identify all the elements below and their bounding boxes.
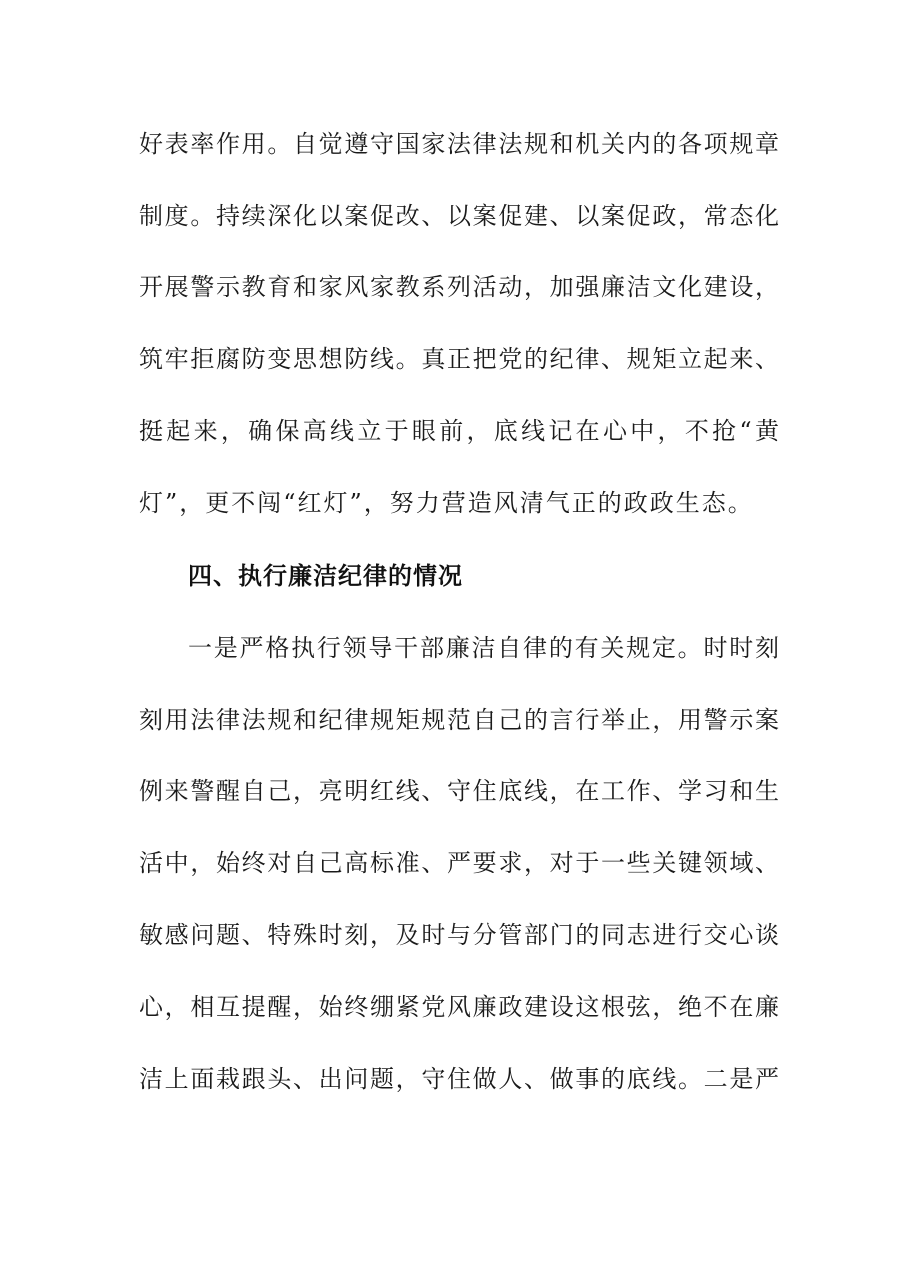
paragraph-2-line-1: 一是严格执行领导干部廉洁自律的有关规定。时时刻 bbox=[188, 634, 779, 662]
paragraph-1-line-6: 灯”，更不闯“红灯”，努力营造风清气正的政政生态。 bbox=[139, 489, 754, 517]
paragraph-1-line-2: 制度。持续深化以案促改、以案促建、以案促政，常态化 bbox=[139, 202, 779, 230]
section-heading: 四、执行廉洁纪律的情况 bbox=[188, 562, 463, 590]
paragraph-1-line-5: 挺起来，确保高线立于眼前，底线记在心中，不抢“黄 bbox=[139, 417, 779, 445]
paragraph-2-line-7: 洁上面栽跟头、出问题，守住做人、做事的底线。二是严 bbox=[139, 1065, 779, 1093]
paragraph-2-line-2: 刻用法律法规和纪律规矩规范自己的言行举止，用警示案 bbox=[139, 706, 779, 734]
paragraph-1-line-1: 好表率作用。自觉遵守国家法律法规和机关内的各项规章 bbox=[139, 130, 779, 158]
paragraph-1-line-3: 开展警示教育和家风家教系列活动，加强廉洁文化建设， bbox=[139, 273, 779, 301]
paragraph-2-line-4: 活中，始终对自己高标准、严要求，对于一些关键领域、 bbox=[139, 849, 779, 877]
paragraph-1-line-4: 筑牢拒腐防变思想防线。真正把党的纪律、规矩立起来、 bbox=[139, 345, 779, 373]
paragraph-2-line-6: 心，相互提醒，始终绷紧党风廉政建设这根弦，绝不在廉 bbox=[139, 993, 779, 1021]
paragraph-2-line-3: 例来警醒自己，亮明红线、守住底线，在工作、学习和生 bbox=[139, 777, 779, 805]
paragraph-2-line-5: 敏感问题、特殊时刻，及时与分管部门的同志进行交心谈 bbox=[139, 921, 779, 949]
